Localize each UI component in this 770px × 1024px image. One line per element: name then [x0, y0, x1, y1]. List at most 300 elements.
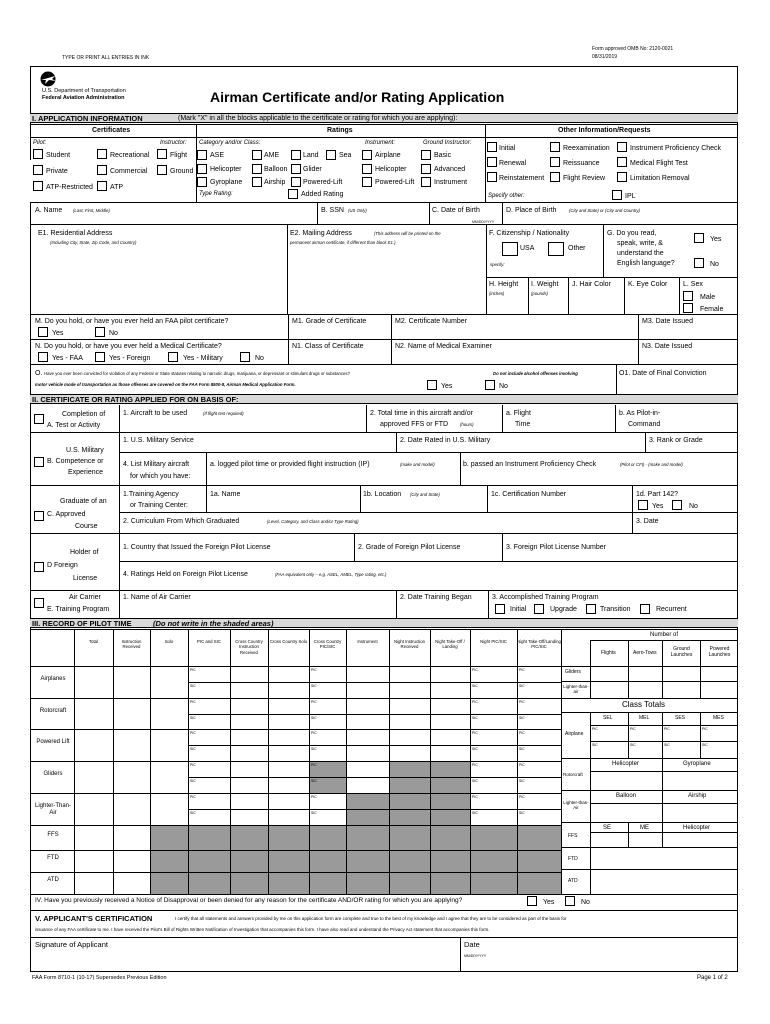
omb-number: Form approved OMB No: 2120-0021 — [592, 46, 674, 52]
pic-mini-label: PIC — [630, 727, 636, 731]
sic-mini-label: SIC — [190, 779, 196, 783]
conviction-question: Have you ever been convicted for violation of any Federal or State statutes relating to narcotic drugs, marijuana, or depressant or stimulant drugs or substances? — [44, 371, 350, 376]
weight-sub: (pounds) — [531, 291, 548, 296]
faa-logo-icon — [37, 70, 59, 88]
dob-label: C. Date of Birth — [432, 207, 480, 214]
certificate-number-label: M2. Certificate Number — [395, 318, 467, 325]
medical-examiner-label: N2. Name of Medical Examiner — [395, 343, 492, 350]
basis-d-checkbox[interactable] — [34, 562, 44, 572]
se-label: SE — [603, 825, 612, 831]
pic-mini-label: PIC — [592, 727, 598, 731]
male-checkbox[interactable] — [683, 291, 693, 301]
air-carrier-name-label: 1. Name of Air Carrier — [123, 594, 191, 601]
gyroplane-label: Gyroplane — [210, 179, 243, 186]
certificates-header: Certificates — [92, 127, 131, 134]
training-agency-label-2: or Training Center: — [130, 502, 188, 509]
other-info-header: Other Information/Requests — [558, 127, 651, 134]
ground-instrument-checkbox[interactable] — [421, 177, 431, 187]
col-header: PIC and SIC — [197, 639, 221, 644]
helicopter-checkbox[interactable] — [197, 164, 207, 174]
ase-checkbox[interactable] — [197, 150, 207, 160]
ground-launches-label: Ground Launches — [670, 646, 693, 658]
foreign-number-label: 3. Foreign Pilot License Number — [506, 544, 606, 551]
name-label: A. Name — [35, 207, 63, 214]
form-number: FAA Form 8710-1 (10-17) Supersedes Previous Edition — [32, 975, 167, 981]
sic-mini-label: SIC — [311, 716, 317, 720]
page-number: Page 1 of 2 — [697, 975, 728, 981]
ipc-checkbox[interactable] — [617, 142, 627, 152]
atp-restricted-label: ATP-Restricted — [46, 184, 93, 191]
glider-label: Glider — [303, 166, 322, 173]
ipl-label: IPL — [625, 193, 636, 200]
ftd-label: FTD — [568, 856, 578, 862]
pic-mini-label: PIC — [472, 795, 478, 799]
cert-number-label: 1c. Certification Number — [491, 491, 567, 498]
part-142-no-checkbox[interactable] — [672, 500, 682, 510]
basis-b-checkbox[interactable] — [34, 457, 44, 467]
helicopter-sim-label: Helicopter — [683, 825, 711, 831]
conviction-note: Do not include alcohol offenses involving — [493, 371, 578, 376]
pic-mini-label: PIC — [311, 700, 317, 704]
pic-mini-label: PIC — [190, 668, 196, 672]
certification-text-1: I certify that all statements and answers provided by me on this application form are complete and true to the best of my knowledge and I agree that they are to be considered as part of the basis for — [175, 916, 567, 921]
disapproval-yes-checkbox[interactable] — [527, 896, 537, 906]
foreign-country-label: 1. Country that Issued the Foreign Pilot License — [123, 544, 271, 551]
student-label: Student — [46, 152, 71, 159]
instr-helicopter-checkbox[interactable] — [362, 164, 372, 174]
print-note: TYPE OR PRINT ALL ENTRIES IN INK — [62, 55, 150, 61]
flights-label: Flights — [601, 650, 616, 656]
instr-helicopter-label: Helicopter — [375, 166, 407, 173]
row-label: FTD — [47, 855, 59, 861]
pic-mini-label: PIC — [472, 763, 478, 767]
atp-checkbox[interactable] — [97, 181, 107, 191]
basis-d-label-1: Holder of — [70, 549, 99, 556]
pic-mini-label: PIC — [519, 668, 525, 672]
col-header: Night Take-Off / Landing — [435, 639, 465, 650]
atp-label: ATP — [110, 184, 124, 191]
sic-mini-label: SIC — [311, 747, 317, 751]
program-recurrent-checkbox[interactable] — [640, 604, 650, 614]
flight-review-label: Flight Review — [563, 175, 606, 182]
pilot-label: Pilot: — [33, 140, 47, 146]
section-1-instructions: (Mark "X" in all the blocks applicable to the certificate or rating for which you are applying): — [178, 115, 458, 122]
name-sub: (Last, First, Middle) — [73, 208, 110, 213]
sic-mini-label: SIC — [190, 684, 196, 688]
sic-mini-label: SIC — [472, 684, 478, 688]
sea-checkbox[interactable] — [326, 150, 336, 160]
faa-cert-yes-checkbox[interactable] — [38, 327, 48, 337]
flight-time-label: a. Flight — [506, 410, 531, 417]
basis-a-checkbox[interactable] — [34, 414, 44, 424]
program-upgrade-label: Upgrade — [550, 606, 577, 613]
signature-date-format: MM/DD/YYYY — [464, 954, 487, 958]
dept-name: U.S. Department of Transportation — [42, 88, 126, 94]
logged-time-label: a. logged pilot time or provided flight instruction (IP) — [210, 461, 370, 468]
row-label: ATD — [47, 877, 59, 883]
sic-mini-label: SIC — [519, 779, 525, 783]
english-no-checkbox[interactable] — [694, 258, 704, 268]
col-header: Cross Country PIC/SIC — [313, 639, 342, 650]
english-q-4: English language? — [617, 260, 675, 267]
atp-restricted-checkbox[interactable] — [33, 181, 43, 191]
added-rating-checkbox[interactable] — [288, 189, 298, 199]
advanced-label: Advanced — [434, 166, 466, 173]
glider-checkbox[interactable] — [291, 164, 301, 174]
sex-label: L. Sex — [683, 281, 703, 288]
total-time-sub: (hours) — [460, 422, 474, 427]
private-label: Private — [46, 168, 68, 175]
sic-mini-label: SIC — [519, 716, 525, 720]
recreational-label: Recreational — [110, 152, 150, 159]
ipc-passed-label: b. passed an Instrument Proficiency Check — [463, 461, 597, 468]
ses-label: SES — [675, 715, 686, 721]
medical-yes-military-checkbox[interactable] — [168, 352, 178, 362]
height-sub: (inches) — [489, 291, 505, 296]
col-header: Night Take-Off/Landing PIC/SIC — [517, 639, 561, 650]
type-rating-label: Type Rating: — [199, 191, 233, 197]
ase-label: ASE — [210, 152, 225, 159]
usa-label: USA — [520, 245, 535, 252]
balloon-checkbox[interactable] — [252, 164, 262, 174]
sic-mini-label: SIC — [472, 779, 478, 783]
reexamination-checkbox[interactable] — [550, 142, 560, 152]
balloon-class-label: Balloon — [616, 793, 637, 799]
cert-date-issued-label: M3. Date Issued — [642, 318, 693, 325]
pic-time-label-2: Command — [628, 421, 661, 428]
class-totals-heading: Class Totals — [622, 700, 665, 709]
section-3-heading: III. RECORD OF PILOT TIME — [32, 619, 132, 628]
aero-tows-label: Aero-Tows — [633, 650, 657, 656]
ipl-checkbox[interactable] — [612, 190, 622, 200]
ffs-label: FFS — [568, 833, 578, 839]
medical-yes-foreign-label: Yes - Foreign — [109, 355, 151, 362]
ssn-sub: (US Only) — [348, 208, 367, 213]
pic-mini-label: PIC — [519, 763, 525, 767]
disapproval-yes-label: Yes — [543, 899, 555, 906]
rotorcraft-class-label: Rotorcraft — [563, 772, 583, 777]
agency-name-label: 1a. Name — [210, 491, 241, 498]
program-transition-checkbox[interactable] — [586, 604, 596, 614]
reinstatement-checkbox[interactable] — [487, 172, 497, 182]
pic-mini-label: PIC — [702, 727, 708, 731]
female-label: Female — [700, 306, 724, 313]
commercial-checkbox[interactable] — [97, 165, 107, 175]
training-agency-label: 1.Training Agency — [123, 491, 179, 498]
pic-mini-label: PIC — [190, 795, 196, 799]
basis-c-label-3: Course — [75, 523, 98, 530]
row-label: Airplanes — [40, 676, 66, 682]
disapproval-question: IV. Have you previously received a Notice of Disapproval or been denied for any reason for the certificate AND/OR rating for which you are applying? — [35, 897, 463, 904]
agency-location-label: 1b. Location — [363, 491, 402, 498]
flight-instructor-checkbox[interactable] — [157, 149, 167, 159]
basis-a-label-2: A. Test or Activity — [47, 422, 101, 429]
reinstatement-label: Reinstatement — [499, 175, 545, 182]
lta-class-label: Lighter-than-Air — [563, 800, 589, 811]
military-service-label: 1. U.S. Military Service — [123, 437, 194, 444]
airship-class-label: Airship — [688, 793, 707, 799]
land-checkbox[interactable] — [291, 150, 301, 160]
renewal-checkbox[interactable] — [487, 157, 497, 167]
residential-address-sub: (Including City, State, Zip Code, and Country) — [50, 240, 137, 245]
gliders-count-label: Gliders — [565, 669, 581, 675]
medical-yes-foreign-checkbox[interactable] — [95, 352, 105, 362]
disapproval-no-checkbox[interactable] — [565, 896, 575, 906]
program-recurrent-label: Recurrent — [656, 606, 687, 613]
signature-date-label: Date — [464, 940, 480, 949]
ground-instructor-rating-label: Ground Instructor: — [423, 140, 472, 146]
other-nationality-label: Other — [568, 245, 586, 252]
faa-cert-question: M. Do you hold, or have you ever held an FAA pilot certificate? — [35, 318, 229, 325]
gyroplane-checkbox[interactable] — [197, 177, 207, 187]
english-q-2: speak, write, & — [617, 240, 663, 247]
sic-mini-label: SIC — [311, 684, 317, 688]
medical-no-checkbox[interactable] — [240, 352, 250, 362]
col-header: Instrument — [357, 639, 378, 644]
faa-cert-no-checkbox[interactable] — [95, 327, 105, 337]
conviction-yes-label: Yes — [441, 383, 453, 390]
part-142-yes-label: Yes — [652, 503, 664, 510]
ground-instructor-label: Ground — [170, 168, 194, 175]
section-2-heading: II. CERTIFICATE OR RATING APPLIED FOR ON BASIS OF: — [32, 395, 239, 404]
private-checkbox[interactable] — [33, 165, 43, 175]
medical-date-issued-label: N3. Date Issued — [642, 343, 693, 350]
pic-mini-label: PIC — [472, 700, 478, 704]
pic-mini-label: PIC — [311, 795, 317, 799]
english-no-label: No — [710, 261, 719, 268]
citizenship-label: F. Citizenship / Nationality — [489, 230, 570, 237]
english-q-1: G. Do you read, — [607, 230, 657, 237]
mailing-address-sub2: permanent airman certificate, if different than block E1.) — [290, 240, 396, 245]
sel-label: SEL — [603, 715, 613, 721]
basis-c-label-1: Graduate of an — [60, 498, 107, 505]
col-header: Night PIC/SIC — [480, 639, 507, 644]
basis-b-label-2: B. Competence or — [47, 458, 104, 465]
gyroplane-class-label: Gyroplane — [683, 761, 711, 767]
weight-label: I. Weight — [531, 281, 559, 288]
me-label: ME — [640, 825, 649, 831]
medical-cert-question: N. Do you hold, or have you ever held a Medical Certificate? — [35, 343, 222, 350]
medical-flight-test-label: Medical Flight Test — [630, 160, 688, 167]
basis-b-label-3: Experience — [68, 469, 104, 476]
basic-label: Basic — [434, 152, 452, 159]
sic-mini-label: SIC — [519, 684, 525, 688]
english-q-3: understand the — [617, 250, 664, 257]
signature-label: Signature of Applicant — [35, 940, 108, 949]
limitation-removal-checkbox[interactable] — [617, 172, 627, 182]
sic-mini-label: SIC — [592, 743, 598, 747]
total-time-label: 2. Total time in this aircraft and/or — [370, 410, 473, 417]
male-label: Male — [700, 294, 716, 301]
initial-label: Initial — [499, 145, 516, 152]
part-142-no-label: No — [689, 503, 698, 510]
ipc-passed-sub: (Pilot or CFI) - (make and model) — [620, 462, 683, 467]
curriculum-label: 2. Curriculum From Which Graduated — [123, 518, 240, 525]
row-label: Lighter-Than-Air — [34, 803, 72, 817]
graduation-date-label: 3. Date — [636, 518, 659, 525]
ame-checkbox[interactable] — [252, 150, 262, 160]
sea-label: Sea — [339, 152, 352, 159]
part-142-yes-checkbox[interactable] — [638, 500, 648, 510]
usa-checkbox[interactable] — [502, 242, 518, 256]
sic-mini-label: SIC — [664, 743, 670, 747]
aircraft-used-sub: (If flight test required) — [203, 411, 244, 416]
instr-airplane-checkbox[interactable] — [362, 150, 372, 160]
program-upgrade-checkbox[interactable] — [534, 604, 544, 614]
basis-e-label-1: Air Carrier — [69, 594, 101, 601]
pic-mini-label: PIC — [472, 731, 478, 735]
basis-c-checkbox[interactable] — [34, 511, 44, 521]
english-yes-label: Yes — [710, 236, 722, 243]
specify-other-label: Specify other: — [488, 193, 525, 199]
basis-d-label-3: License — [73, 575, 98, 582]
advanced-checkbox[interactable] — [421, 164, 431, 174]
pob-sub: (City and State) or (City and Country) — [569, 208, 640, 213]
accomplished-program-label: 3. Accomplished Training Program — [492, 594, 599, 601]
ground-instructor-checkbox[interactable] — [157, 165, 167, 175]
col-header: Solo — [164, 639, 174, 644]
instructor-label: Instructor: — [160, 140, 187, 146]
medical-yes-faa-checkbox[interactable] — [38, 352, 48, 362]
ratings-header: Ratings — [327, 127, 353, 134]
reissuance-checkbox[interactable] — [550, 157, 560, 167]
faa-cert-no-label: No — [109, 330, 118, 337]
military-aircraft-label-2: for which you have: — [130, 473, 191, 480]
basic-checkbox[interactable] — [421, 150, 431, 160]
col-header: Instruction Received — [121, 639, 142, 650]
faa-cert-yes-label: Yes — [52, 330, 64, 337]
sic-mini-label: SIC — [190, 716, 196, 720]
total-time-label-2: approved FFS or FTD — [380, 421, 449, 428]
final-conviction-label: O1. Date of Final Conviction — [619, 370, 707, 377]
agency-name: Federal Aviation Administration — [42, 95, 125, 101]
pic-mini-label: PIC — [664, 727, 670, 731]
conviction-yes-checkbox[interactable] — [427, 380, 437, 390]
flight-review-checkbox[interactable] — [550, 172, 560, 182]
conviction-no-checkbox[interactable] — [485, 380, 495, 390]
airship-label: Airship — [264, 179, 286, 186]
reexamination-label: Reexamination — [563, 145, 610, 152]
female-checkbox[interactable] — [683, 303, 693, 313]
powered-lift-label: Powered-Lift — [303, 179, 343, 186]
training-began-label: 2. Date Training Began — [400, 594, 472, 601]
aircraft-used-label: 1. Aircraft to be used — [123, 410, 188, 417]
conviction-no-label: No — [499, 383, 508, 390]
student-checkbox[interactable] — [33, 149, 43, 159]
helicopter-label: Helicopter — [210, 166, 242, 173]
medical-no-label: No — [255, 355, 264, 362]
disapproval-no-label: No — [581, 899, 590, 906]
added-rating-label: Added Rating — [301, 191, 344, 198]
pic-mini-label: PIC — [311, 731, 317, 735]
powered-lift-checkbox[interactable] — [291, 177, 301, 187]
pic-mini-label: PIC — [190, 731, 196, 735]
col-header: Cross Country Instruction Received — [235, 639, 263, 655]
rank-label: 3. Rank or Grade — [649, 437, 703, 444]
instr-powered-lift-checkbox[interactable] — [362, 177, 372, 187]
basis-c-label-2: C. Approved — [47, 511, 86, 518]
pic-mini-label: PIC — [190, 700, 196, 704]
medical-flight-test-checkbox[interactable] — [617, 157, 627, 167]
omb-date: 08/31/2019 — [592, 54, 618, 60]
powered-launches-label: Powered Launches — [708, 646, 731, 658]
eye-color-label: K. Eye Color — [628, 281, 668, 288]
pic-mini-label: PIC — [519, 700, 525, 704]
class-of-certificate-label: N1. Class of Certificate — [292, 343, 364, 350]
grade-of-certificate-label: M1. Grade of Certificate — [292, 318, 367, 325]
row-label: FFS — [47, 832, 59, 838]
lta-count-label: Lighter-than-air — [563, 684, 589, 695]
english-yes-checkbox[interactable] — [694, 233, 704, 243]
row-label: Gliders — [43, 771, 63, 777]
mes-label: MES — [713, 715, 724, 721]
reissuance-label: Reissuance — [563, 160, 600, 167]
other-nationality-checkbox[interactable] — [548, 242, 564, 256]
sic-mini-label: SIC — [702, 743, 708, 747]
recreational-checkbox[interactable] — [97, 149, 107, 159]
pic-mini-label: PIC — [311, 668, 317, 672]
program-initial-checkbox[interactable] — [495, 604, 505, 614]
balloon-label: Balloon — [264, 166, 288, 173]
date-rated-label: 2. Date Rated in U.S. Military — [400, 437, 491, 444]
instrument-label: Instrument: — [365, 140, 396, 146]
sic-mini-label: SIC — [311, 779, 317, 783]
initial-checkbox[interactable] — [487, 142, 497, 152]
foreign-ratings-sub: (FAA equivalent only – e.g. ASEL, AMEL, Type rating, etc.) — [275, 572, 387, 577]
residential-address-label: E1. Residential Address — [38, 230, 113, 237]
conviction-note-2: motor vehicle mode of transportation as those offenses are covered on the FAA Form 8500-8, Airman Medical Application Form. — [35, 382, 296, 387]
commercial-label: Commercial — [110, 168, 148, 175]
sic-mini-label: SIC — [472, 716, 478, 720]
basis-a-label-1: Completion of — [62, 411, 106, 418]
pic-mini-label: PIC — [190, 763, 196, 767]
pob-label: D. Place of Birth — [506, 207, 557, 214]
category-class-label: Category and/or Class: — [199, 140, 261, 146]
hair-color-label: J. Hair Color — [572, 281, 611, 288]
airship-checkbox[interactable] — [252, 177, 262, 187]
col-header: Cross Country Solo — [269, 639, 308, 644]
renewal-label: Renewal — [499, 160, 527, 167]
sic-mini-label: SIC — [311, 811, 317, 815]
basis-e-label-2: E. Training Program — [47, 606, 110, 613]
basis-e-checkbox[interactable] — [34, 598, 44, 608]
flight-time-label-2: Time — [515, 421, 531, 428]
ame-label: AME — [264, 152, 280, 159]
logged-time-sub: (make and model) — [400, 462, 435, 467]
number-of-label: Number of — [650, 632, 679, 638]
foreign-grade-label: 2. Grade of Foreign Pilot License — [358, 544, 461, 551]
dob-format: MM/DD/YYYY — [472, 220, 495, 224]
section-1-heading: I. APPLICATION INFORMATION — [32, 114, 143, 123]
instr-airplane-label: Airplane — [375, 152, 401, 159]
specify-label: specify: — [490, 262, 505, 267]
col-header: Night Instruction Received — [393, 639, 426, 650]
sic-mini-label: SIC — [630, 743, 636, 747]
atd-label: ATD — [568, 878, 578, 884]
mailing-address-label: E2. Mailing Address — [290, 230, 352, 237]
part-142-label: 1d. Part 142? — [636, 491, 679, 498]
section-5-heading: V. APPLICANT'S CERTIFICATION — [35, 914, 153, 923]
mailing-address-sub: (This address will be printed on the — [374, 231, 441, 236]
airplane-class-label: Airplane — [565, 731, 584, 737]
curriculum-sub: (Level, Category, and Class and/or Type Rating) — [267, 519, 359, 524]
program-initial-label: Initial — [510, 606, 527, 613]
col-header: Total — [88, 639, 99, 644]
instr-powered-lift-label: Powered-Lift — [375, 179, 415, 186]
sic-mini-label: SIC — [519, 747, 525, 751]
agency-location-sub: (City and State) — [410, 492, 440, 497]
pic-mini-label: PIC — [311, 763, 317, 767]
